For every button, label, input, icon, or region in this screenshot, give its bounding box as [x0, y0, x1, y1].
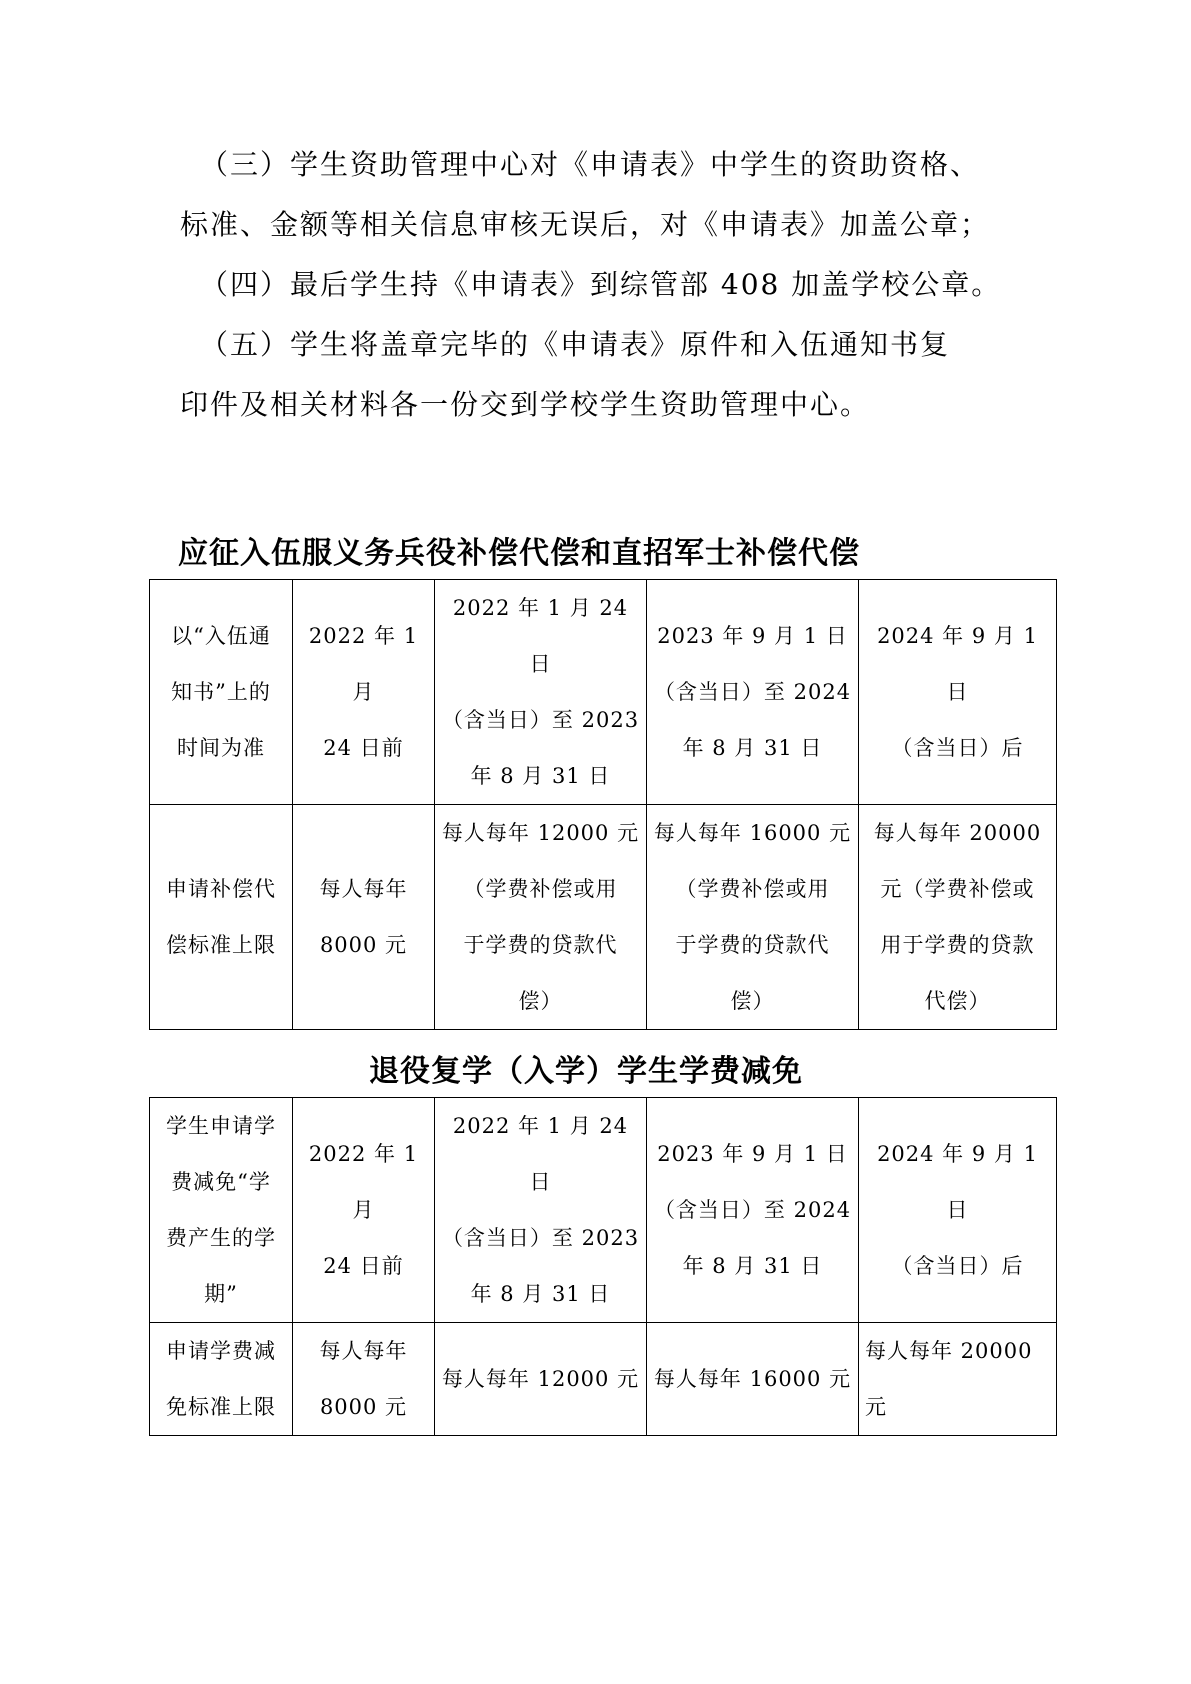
table2-row1-cell-2: [435, 1098, 647, 1323]
cell-line: 偿）: [730, 989, 775, 1013]
cell-line: 用于学费的贷款: [880, 933, 1035, 957]
cell-line: 每人每年 12000 元: [441, 1367, 640, 1391]
paragraph-5-line-1: （五）学生将盖章完毕的《申请表》原件和入伍通知书复: [200, 328, 951, 361]
table1-row1-cell-4: [859, 580, 1057, 805]
table2-tuition-waiver: [149, 1097, 1057, 1436]
cell-line: 费产生的学: [166, 1226, 276, 1250]
cell-line: 2023 年 9 月 1 日: [657, 1142, 848, 1166]
cell-line: 于学费的贷款代: [463, 933, 618, 957]
cell-line: 每人每年: [319, 1339, 408, 1363]
cell-line: 于学费的贷款代: [675, 933, 830, 957]
cell-line: 时间为准: [177, 736, 265, 760]
cell-line: 每人每年 20000: [865, 1339, 1033, 1363]
cell-line: （含当日）至 2024: [653, 680, 852, 704]
cell-line: 知书”上的: [171, 680, 271, 704]
cell-line: 每人每年 16000 元: [653, 821, 852, 845]
cell-line: 学生申请学: [166, 1114, 276, 1138]
cell-line: （学费补偿或用: [675, 877, 830, 901]
cell-line: 偿）: [518, 989, 563, 1013]
table2-row1-cell-4: [859, 1098, 1057, 1323]
table1-row1-cell-2: [435, 580, 647, 805]
paragraph-3-line-2: 标准、金额等相关信息审核无误后，对《申请表》加盖公章；: [180, 208, 991, 241]
table2-row2-label: [150, 1323, 293, 1436]
table2-row2-cell-1: [293, 1323, 435, 1436]
cell-line: （含当日）后: [891, 736, 1024, 760]
table1-row1-label: [150, 580, 293, 805]
cell-line: 2024 年 9 月 1 日: [877, 1142, 1038, 1222]
table2-row-amount: [150, 1323, 1057, 1436]
cell-line: 申请学费减: [166, 1339, 276, 1363]
paragraph-5-line-2: 印件及相关材料各一份交到学校学生资助管理中心。: [180, 388, 871, 421]
table2-row1-cell-1: [293, 1098, 435, 1323]
paragraph-3-line-1: （三）学生资助管理中心对《申请表》中学生的资助资格、: [200, 148, 981, 181]
table1-title: 应征入伍服义务兵役补偿代偿和直招军士补偿代偿: [178, 536, 860, 571]
cell-line: 2022 年 1 月 24 日: [452, 1114, 629, 1194]
cell-line: 2024 年 9 月 1 日: [877, 624, 1038, 704]
cell-line: 年 8 月 31 日: [470, 1282, 611, 1306]
cell-line: 24 日前: [323, 736, 404, 760]
table2-row1-cell-3: [647, 1098, 859, 1323]
cell-line: 8000 元: [319, 933, 408, 957]
table2-row2-cell-4: [859, 1323, 1057, 1436]
cell-line: 2022 年 1 月: [308, 1142, 419, 1222]
table1-row2-cell-3: [647, 805, 859, 1030]
cell-line: 元: [865, 1395, 887, 1419]
table2-row2-cell-3: [647, 1323, 859, 1436]
cell-line: 代偿）: [924, 989, 991, 1013]
cell-line: 每人每年 12000 元: [441, 821, 640, 845]
cell-line: 偿标准上限: [166, 933, 276, 957]
cell-line: 24 日前: [323, 1254, 404, 1278]
table1-row-date: [150, 580, 1057, 805]
cell-line: （含当日）至 2024: [653, 1198, 852, 1222]
cell-line: 每人每年: [319, 877, 408, 901]
table1-row2-cell-2: [435, 805, 647, 1030]
cell-line: 8000 元: [319, 1395, 408, 1419]
cell-line: 元（学费补偿或: [880, 877, 1035, 901]
cell-line: 年 8 月 31 日: [682, 1254, 823, 1278]
table2-row2-cell-2: [435, 1323, 647, 1436]
table1-row2-label: [150, 805, 293, 1030]
cell-line: 免标准上限: [166, 1395, 276, 1419]
table2-title: 退役复学（入学）学生学费减免: [369, 1054, 803, 1089]
cell-line: 年 8 月 31 日: [682, 736, 823, 760]
cell-line: 期”: [204, 1282, 238, 1306]
cell-line: 每人每年 20000: [873, 821, 1042, 845]
cell-line: 2022 年 1 月: [308, 624, 419, 704]
cell-line: 年 8 月 31 日: [470, 764, 611, 788]
cell-line: （含当日）后: [891, 1254, 1024, 1278]
table1-row-amount: [150, 805, 1057, 1030]
table1-row1-cell-3: [647, 580, 859, 805]
cell-line: 申请补偿代: [166, 877, 276, 901]
cell-line: （学费补偿或用: [463, 877, 618, 901]
table1-row2-cell-4: [859, 805, 1057, 1030]
cell-line: 2023 年 9 月 1 日: [657, 624, 848, 648]
paragraph-4: （四）最后学生持《申请表》到综管部 408 加盖学校公章。: [200, 268, 1002, 301]
cell-line: 2022 年 1 月 24 日: [452, 596, 629, 676]
table2-row1-label: [150, 1098, 293, 1323]
table2-row-date: [150, 1098, 1057, 1323]
table1-row1-cell-1: [293, 580, 435, 805]
cell-line: 每人每年 16000 元: [653, 1367, 852, 1391]
table1-row2-cell-1: [293, 805, 435, 1030]
table1-compensation: [149, 579, 1057, 1030]
cell-line: （含当日）至 2023: [441, 1226, 640, 1250]
cell-line: 费减免“学: [171, 1170, 271, 1194]
cell-line: 以“入伍通: [171, 624, 271, 648]
cell-line: （含当日）至 2023: [441, 708, 640, 732]
